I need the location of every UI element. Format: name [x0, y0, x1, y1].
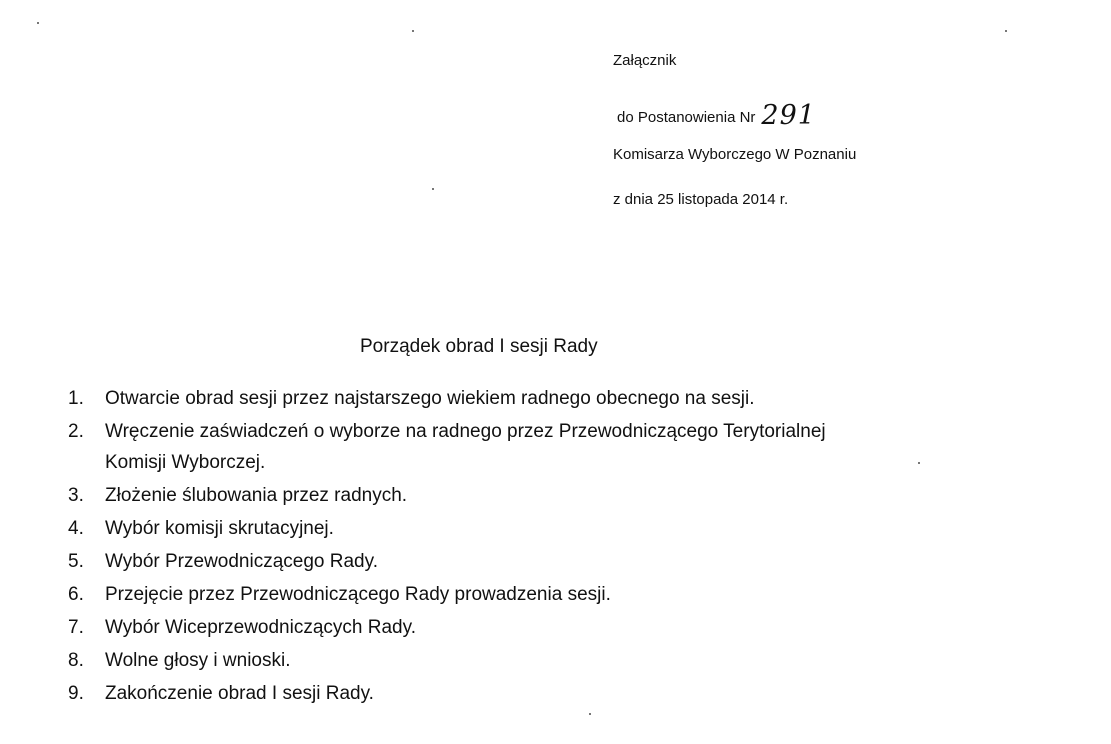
scan-speck	[37, 22, 39, 24]
agenda-item	[62, 644, 826, 677]
handwritten-decision-number: 291	[761, 100, 816, 131]
agenda-item-text: Otwarcie obrad sesji przez najstarszego wiekiem radnego obecnego na sesji.	[105, 388, 755, 409]
agenda-title: Porządek obrad I sesji Rady	[360, 336, 598, 357]
agenda-item	[62, 578, 826, 611]
agenda-item-number: 4.	[68, 518, 84, 539]
agenda-item-text: Wolne głosy i wnioski.	[105, 650, 291, 671]
annex-decision-prefix: do Postanowienia Nr	[617, 109, 756, 126]
agenda-item-text: Złożenie ślubowania przez radnych.	[105, 485, 408, 506]
agenda-item-number: 7.	[68, 617, 84, 638]
agenda-item	[62, 479, 826, 512]
agenda-item	[62, 512, 826, 545]
agenda-item-number: 9.	[68, 683, 84, 704]
agenda-item-number: 8.	[68, 650, 84, 671]
scan-speck	[918, 462, 920, 464]
scan-speck	[412, 30, 414, 32]
scan-speck	[589, 713, 591, 715]
agenda-item-text: Wybór komisji skrutacyjnej.	[105, 518, 334, 539]
agenda-item	[62, 545, 826, 578]
agenda-item	[62, 611, 826, 644]
agenda-item	[62, 415, 826, 479]
agenda-item	[62, 677, 826, 710]
agenda-item-text: Przejęcie przez Przewodniczącego Rady prowadzenia sesji.	[105, 584, 611, 605]
agenda-item-number: 2.	[68, 421, 84, 442]
agenda-item-text: Wybór Przewodniczącego Rady.	[105, 551, 378, 572]
agenda-list	[62, 382, 826, 710]
annex-label: Załącznik	[613, 52, 677, 69]
agenda-item-number: 3.	[68, 485, 84, 506]
agenda-item-number: 5.	[68, 551, 84, 572]
agenda-item-continuation: Komisji Wyborczej.	[105, 452, 266, 473]
agenda-item-text: Wręczenie zaświadczeń o wyborze na radnego przez Przewodniczącego Terytorialnej	[105, 421, 826, 442]
agenda-item-number: 6.	[68, 584, 84, 605]
agenda-item-text: Zakończenie obrad I sesji Rady.	[105, 683, 374, 704]
annex-commissioner: Komisarza Wyborczego W Poznaniu	[613, 146, 857, 163]
scan-speck	[1005, 30, 1007, 32]
annex-date: z dnia 25 listopada 2014 r.	[613, 191, 789, 208]
scan-speck	[432, 188, 434, 190]
agenda-item-number: 1.	[68, 388, 84, 409]
annex-decision-line	[617, 100, 816, 131]
agenda-item-text: Wybór Wiceprzewodniczących Rady.	[105, 617, 416, 638]
agenda-item	[62, 382, 826, 415]
